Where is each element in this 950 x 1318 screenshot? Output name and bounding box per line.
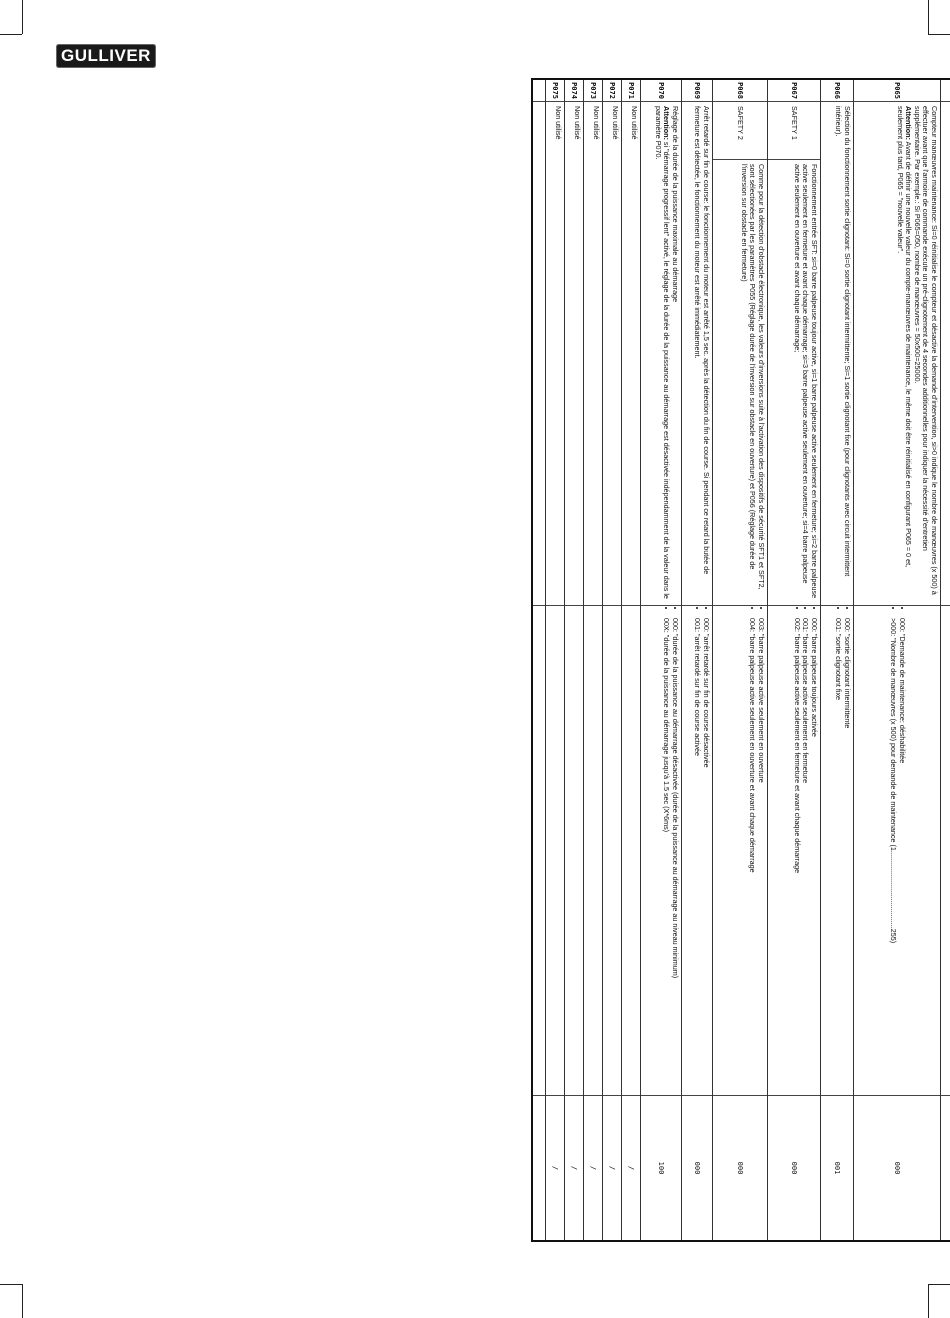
crop-mark	[22, 1284, 23, 1318]
param-description-text: Réglage de la durée de la puissance maximale au démarrage	[671, 106, 680, 303]
param-number: P068	[713, 80, 767, 102]
param-type	[941, 1096, 950, 1240]
parameter-table	[531, 78, 950, 1242]
safety-group	[713, 102, 767, 606]
table-row	[584, 80, 603, 1240]
param-number: P074	[565, 80, 583, 102]
crop-mark	[22, 0, 23, 34]
table-row	[546, 80, 565, 1240]
param-values	[546, 606, 564, 1096]
attention-label: Attention:	[904, 106, 914, 140]
param-values	[682, 606, 712, 1096]
value-item: • 000: "durée de la puissance au démarrage désactivée (durée de la puissance au démarrage au niveau minimum)	[670, 618, 679, 1091]
param-description: Arrêt retardé sur fin de course: le fonctionnement du moteur est arrêté 1,5 sec. après la détection du fin de course. Si pendant ce retard la butée de fermeture est détectée, le fonctionnement du moteur est arrêté immédiatement.	[682, 102, 712, 606]
table-row	[941, 80, 950, 1240]
param-number	[941, 80, 950, 102]
param-number: P067	[768, 80, 820, 102]
param-number: P065	[854, 80, 940, 102]
param-type: 000	[693, 1161, 702, 1175]
param-type: 000	[736, 1161, 745, 1175]
value-item: • 001: "barre palpeuse active seulement en fermeture	[801, 618, 810, 1091]
table-row	[682, 80, 713, 1240]
table-row	[713, 80, 768, 1240]
table-row	[821, 80, 854, 1240]
param-values	[622, 606, 640, 1096]
param-description	[941, 102, 950, 606]
param-values	[603, 606, 621, 1096]
param-number: P066	[821, 80, 853, 102]
value-item: • 000: "sortie clignotant intermittente	[842, 618, 851, 1091]
param-values	[941, 606, 950, 1096]
param-type: /	[589, 1165, 598, 1171]
param-description: Non utilisé	[546, 102, 564, 606]
param-values	[584, 606, 602, 1096]
param-values	[821, 606, 853, 1096]
table-row	[565, 80, 584, 1240]
safety-name: SAFETY 1	[768, 102, 820, 160]
param-number: P069	[682, 80, 712, 102]
param-values	[713, 606, 767, 1096]
param-values	[641, 606, 681, 1096]
param-description: Non utilisé	[565, 102, 583, 606]
param-type: /	[551, 1165, 560, 1171]
crop-mark	[0, 1284, 22, 1285]
rotated-page	[368, 0, 950, 1318]
value-item: • 002: "barre palpeuse active seulement en fermeture et avant chaque démarrage	[792, 618, 801, 1091]
empty-cell	[533, 1096, 545, 1240]
value-item: • 000: "arrêt retardé sur fin de course désactivée	[701, 618, 710, 1091]
param-description: Fonctionnement entrée SFT: si=0 barre palpeuse toujour active, si=1 barre palpeuse active seulement en fermeture; si=2 barre palpeuse active seulement en fermeture et avant chaque démarrage; si=3 barre palpeuse active seulement en ouverture; si=4 barre palpeuse active seulement en ouverture et avant chaque démarrage;	[792, 164, 819, 599]
param-type: /	[570, 1165, 579, 1171]
param-type: /	[627, 1165, 636, 1171]
param-description: Non utilisé	[603, 102, 621, 606]
empty-cell	[533, 80, 545, 102]
param-values	[768, 606, 820, 1096]
crop-mark	[0, 34, 22, 35]
table-row	[603, 80, 622, 1240]
param-description: Non utilisé	[622, 102, 640, 606]
param-number: P070	[641, 80, 681, 102]
param-type: 001	[833, 1161, 842, 1175]
brand-logo: GULLIVER	[56, 44, 156, 68]
param-description: Non utilisé	[584, 102, 602, 606]
param-number: P072	[603, 80, 621, 102]
attention-label: Attention:	[662, 106, 672, 140]
value-item: • 003: "barre palpeuse active seulement en ouverture	[756, 618, 765, 1091]
param-values	[565, 606, 583, 1096]
value-item: • 00X: "durée de la puissance au démarrage jusqu'à 1.5 sec (X*6ms)	[662, 618, 671, 1091]
safety-name: SAFETY 2	[713, 102, 767, 160]
param-description: Sélection du fonctionnement sortie clignotant: Si=0 sortie clignotant intermittente; Si=1 sortie clignotant fixe (pour clignotants avec circuit intermittent intérieur).	[821, 102, 853, 606]
param-type: 000	[893, 1161, 902, 1175]
value-item: • 001: "sortie clignotant fixe	[834, 618, 843, 1091]
safety-subrow	[768, 102, 820, 605]
value-item: • 004: "barre palpeuse active seulement en ouverture et avant chaque démarrage	[748, 618, 757, 1091]
safety-group	[768, 102, 820, 606]
attention-text: si "démarrage progressif lent" activé, le réglage de la durée de la puissance au démarrage est désactivée indépendamment de la valeur dans le paramètre P070.	[653, 106, 672, 599]
param-description: Comme pour la détection d'obstacle électronique, les valeurs d'inversions suite à l'activation des dispositifs de sécurité SFT1 et SFT2, sont sélectionées par les paramètres P055 (Réglage durée de l'inversion sur obstacle en ouverture) et P056 (Réglage durée de l'inversion sur obstacle en fermeture)	[739, 164, 766, 590]
param-number: P075	[546, 80, 564, 102]
param-number: P071	[622, 80, 640, 102]
table-row	[768, 80, 821, 1240]
param-description	[854, 102, 940, 606]
value-item: • 001: "arrêt retardé sur fin de course activée	[693, 618, 702, 1091]
param-values	[854, 606, 940, 1096]
value-item: • 000: "barre palpeuse toujours activée	[809, 618, 818, 1091]
table-row	[641, 80, 682, 1240]
table-row	[854, 80, 941, 1240]
attention-text: Avant de définir une nouvelle valeur du compte-manœuvres de maintenance, le même doit être réinitialisé en configurant P065 = 0 et, seulement plus tard, P065 = "nouvelle valeur".	[895, 106, 914, 568]
param-type: 100	[657, 1161, 666, 1175]
param-number: P073	[584, 80, 602, 102]
value-item: • >000: "Nombre de manœuvres (x 500) pour demande de maintenance (1.......................................255)	[888, 618, 897, 943]
safety-subrow	[713, 102, 767, 605]
param-type: /	[608, 1165, 617, 1171]
param-type: 000	[790, 1161, 799, 1175]
empty-cell	[533, 606, 545, 1096]
empty-cell	[533, 102, 545, 606]
param-description-text: Compteur manœuvres maintenance: Si=0 réinitialise le compteur et désactive la demande d'intervention, si>0 indique le nombre de manœuvres (x 500) à effectuer avant que l'armoire de commande exécute un pré-clignotement de 4 secondes additionnelles pour indiquer la nécessité d'entretien supplémentaire. Par exemple.: Si P065=050, nombre de manœuvres = 50x500=25000.	[912, 106, 939, 595]
value-item: • 000: "Demande de maintenance: déshabilitée	[897, 618, 906, 943]
table-row-empty	[533, 80, 546, 1240]
table-row	[622, 80, 641, 1240]
param-description	[641, 102, 681, 606]
